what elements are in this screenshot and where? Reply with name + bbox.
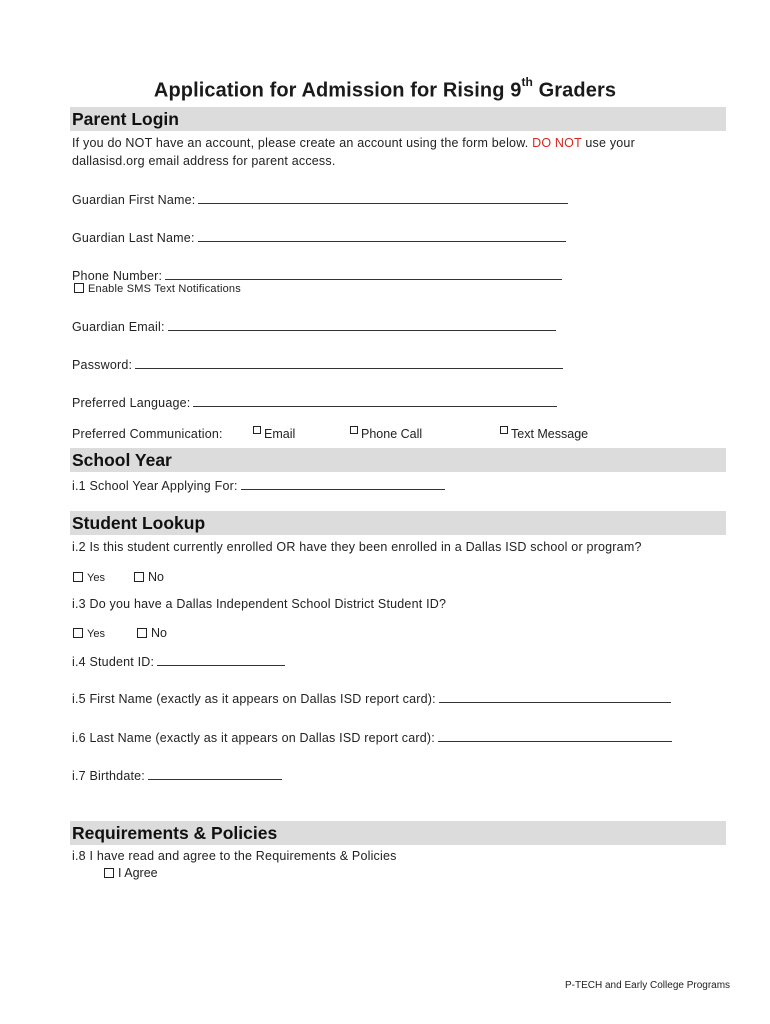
guardian-first-name-row [72,191,568,207]
comm-option-email[interactable]: Email [253,427,295,441]
password-label: Password: [72,358,133,372]
guardian-first-name-field[interactable] [198,191,568,204]
guardian-first-name-label: Guardian First Name: [72,193,196,207]
guardian-email-label: Guardian Email: [72,320,165,334]
q2-no-checkbox[interactable] [134,572,144,582]
guardian-email-field[interactable] [168,318,556,331]
do-not-warning: DO NOT [532,136,582,150]
q3-yes-checkbox[interactable] [73,628,83,638]
section-header-requirements: Requirements & Policies [70,821,726,845]
guardian-last-name-row [72,229,566,245]
guardian-last-name-field[interactable] [198,229,566,242]
guardian-last-name-label: Guardian Last Name: [72,231,195,245]
agree-option[interactable]: I Agree [104,866,158,880]
intro-text-line1: If you do NOT have an account, please create an account using the form below. DO NOT use your [72,136,635,150]
birthdate-label: i.7 Birthdate: [72,769,145,783]
password-field[interactable] [135,356,563,369]
comm-option-phone-call[interactable]: Phone Call [350,427,422,441]
first-name-label: i.5 First Name (exactly as it appears on Dallas ISD report card): [72,692,436,706]
sms-checkbox[interactable] [74,283,84,293]
preferred-communication-label: Preferred Communication: [72,427,223,441]
q2-yes-option[interactable]: Yes [73,570,105,584]
section-header-school-year: School Year [70,448,726,472]
q3-no-option[interactable]: No [137,626,167,640]
guardian-email-row [72,318,556,334]
intro-text-line2: dallasisd.org email address for parent access. [72,154,336,168]
last-name-row [72,729,672,745]
school-year-field[interactable] [241,477,445,490]
comm-text-checkbox[interactable] [500,426,508,434]
comm-phone-checkbox[interactable] [350,426,358,434]
password-row [72,356,563,372]
comm-option-text-message[interactable]: Text Message [500,427,588,441]
q8-text: i.8 I have read and agree to the Requirements & Policies [72,849,397,863]
first-name-row [72,690,671,706]
last-name-field[interactable] [438,729,672,742]
preferred-language-row [72,394,557,410]
agree-checkbox[interactable] [104,868,114,878]
section-header-parent-login: Parent Login [70,107,726,131]
preferred-language-field[interactable] [193,394,557,407]
last-name-label: i.6 Last Name (exactly as it appears on Dallas ISD report card): [72,731,435,745]
q2-no-option[interactable]: No [134,570,164,584]
phone-number-row [72,267,562,283]
q2-yes-checkbox[interactable] [73,572,83,582]
q2-text: i.2 Is this student currently enrolled OR have they been enrolled in a Dallas ISD school or program? [72,540,642,554]
school-year-row [72,477,445,493]
q3-no-checkbox[interactable] [137,628,147,638]
footer-text: P-TECH and Early College Programs [565,980,731,991]
phone-number-label: Phone Number: [72,269,163,283]
birthdate-row [72,767,282,783]
section-header-student-lookup: Student Lookup [70,511,726,535]
phone-number-field[interactable] [165,267,562,280]
comm-email-checkbox[interactable] [253,426,261,434]
preferred-language-label: Preferred Language: [72,396,191,410]
first-name-field[interactable] [439,690,671,703]
q3-yes-option[interactable]: Yes [73,626,105,640]
student-id-field[interactable] [157,653,285,666]
page-title: Application for Admission for Rising 9th Graders [153,75,617,102]
birthdate-field[interactable] [148,767,282,780]
student-id-row [72,653,285,669]
q3-text: i.3 Do you have a Dallas Independent School District Student ID? [72,597,447,611]
school-year-label: i.1 School Year Applying For: [72,479,238,493]
student-id-label: i.4 Student ID: [72,655,155,669]
sms-option[interactable]: Enable SMS Text Notifications [74,283,241,295]
